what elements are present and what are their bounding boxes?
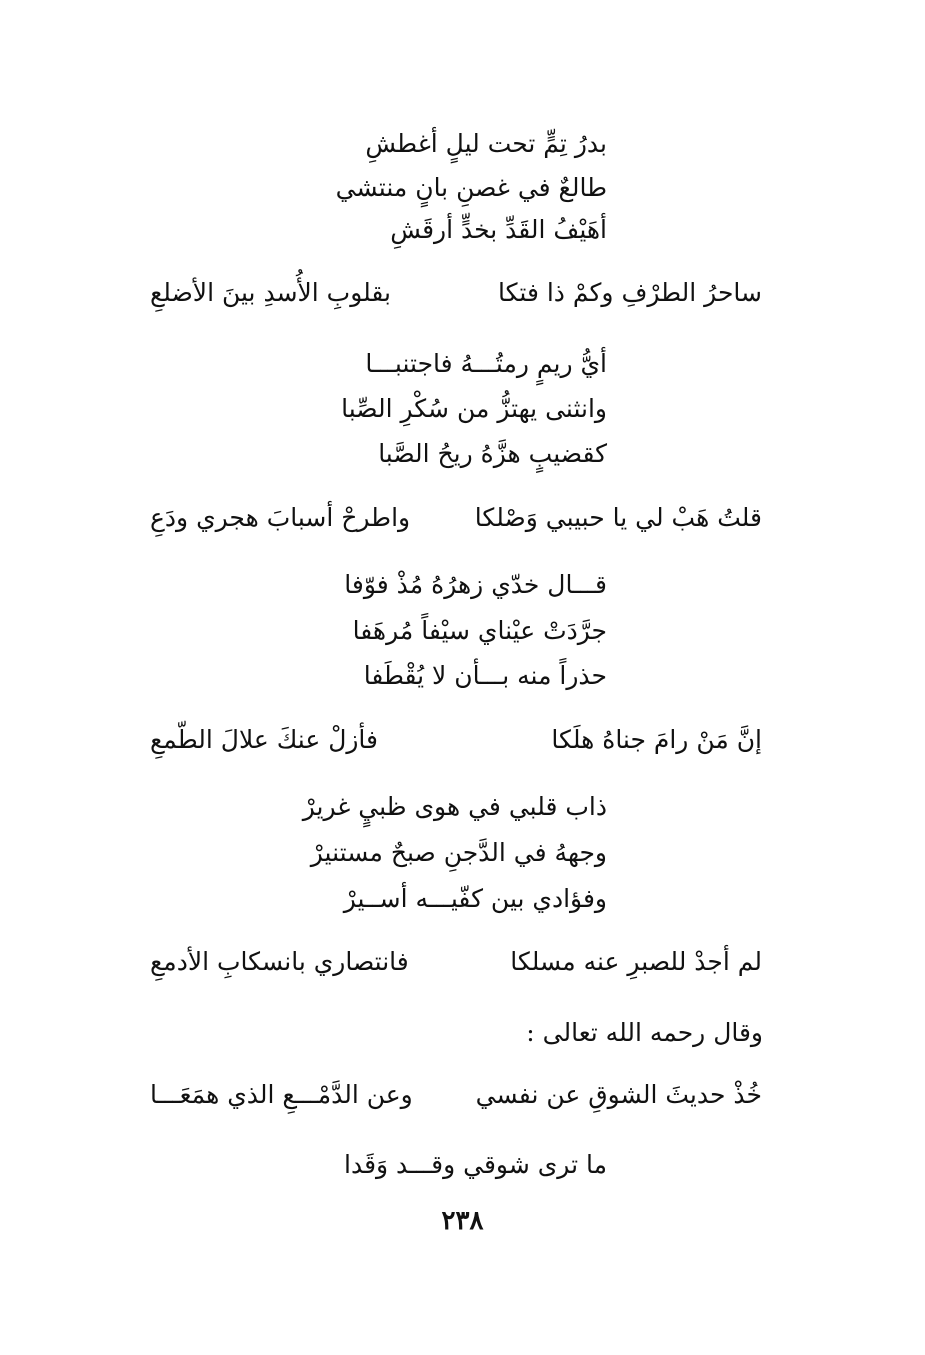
- verse-line: طالعٌ في غصنِ بانٍ منتشي: [335, 173, 607, 202]
- verse-line: حذراً منه بـــأن لا يُقْطَفا: [363, 661, 607, 690]
- verse-line: وفؤادي بين كفّيـــه أســيرْ: [343, 884, 607, 913]
- verse-line: كقضيبٍ هزَّهُ ريحُ الصَّبا: [378, 439, 607, 468]
- verse-line: وانثنى يهتزُّ من سُكْرِ الصِّبا: [341, 394, 607, 423]
- hemistich-first: إنَّ مَنْ رامَ جناهُ هلَكا: [551, 725, 762, 754]
- hemistich-first: ساحرُ الطرْفِ وكمْ ذا فتكا: [498, 278, 762, 307]
- verse-line: جرَّدَتْ عيْناي سيْفاً مُرهَفا: [352, 616, 607, 645]
- hemistich-second: بقلوبِ الأُسدِ بينَ الأضلعِ: [150, 278, 391, 307]
- page-number: ٢٣٨: [441, 1206, 484, 1236]
- verse-line: بدرُ تِمٍّ تحت ليلٍ أغطشِ: [365, 129, 607, 158]
- hemistich-second: واطرحْ أسبابَ هجري ودَعِ: [150, 503, 411, 532]
- verse-line: ذاب قلبي في هوى ظبيٍ غريرْ: [302, 792, 607, 821]
- hemistich-first: قلتُ هَبْ لي يا حبيبي وَصْلكا: [474, 503, 762, 532]
- verse-line: أهَيْفُ القَدِّ بخدٍّ أرقَشِ: [390, 215, 607, 244]
- verse-line: أيُّ ريمٍ رمتُـــهُ فاجتنبـــا: [365, 349, 607, 378]
- verse-line: ما ترى شوقي وقـــد وَقَدا: [344, 1150, 607, 1179]
- poem-intro: وقال رحمه الله تعالى :: [526, 1018, 763, 1047]
- hemistich-second: فأزلْ عنكَ علالَ الطّمعِ: [150, 725, 379, 754]
- verse-line: قـــال خدّي زهرُهُ مُذْ فوّفا: [344, 570, 607, 599]
- verse-line: وجههُ في الدَّجنِ صبحٌ مستنيرْ: [310, 838, 607, 867]
- hemistich-first: خُذْ حديثَ الشوقِ عن نفسي: [475, 1080, 762, 1109]
- hemistich-first: لم أجدْ للصبرِ عنه مسلكا: [510, 947, 762, 976]
- hemistich-second: فانتصاري بانسكابِ الأدمعِ: [150, 947, 409, 976]
- hemistich-second: وعن الدَّمْـــعِ الذي همَعَـــا: [150, 1080, 413, 1109]
